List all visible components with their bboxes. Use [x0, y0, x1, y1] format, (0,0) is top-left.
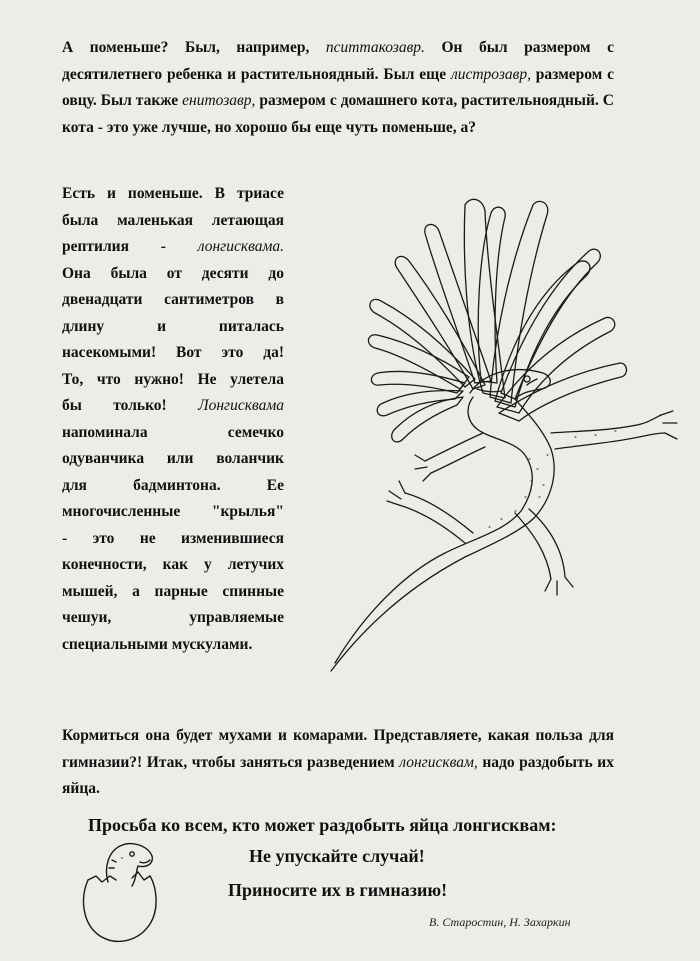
term-enitosaurus: енитозавр, — [182, 92, 256, 109]
intro-paragraph — [62, 35, 614, 141]
column-line: напоминала семечко — [62, 423, 284, 441]
term-longisquamas: лонгисквам, — [399, 753, 478, 771]
longisquama-description-column — [62, 181, 284, 658]
column-line: мышей, а парные спинные — [62, 582, 284, 600]
column-line: конечности, как у летучих — [62, 556, 284, 573]
column-line: - это не изменившиеся — [62, 529, 284, 547]
column-line: То, что нужно! Не улетела — [62, 370, 284, 388]
text-run: Кормиться она будет мухами и комарами. Представляете, какая польза для гимназии?! Итак, чтобы заняться разведением — [62, 727, 614, 771]
text-run: надо раздобыть их яйца. — [62, 753, 614, 797]
term-psittacosaurus: пситтакозавр. — [325, 39, 425, 56]
column-line: одуванчика или воланчик — [62, 450, 284, 467]
column-line: многочисленные "крылья" — [62, 503, 284, 520]
term-longisquama: Лонгисквама — [198, 397, 284, 414]
term-lystrosaurus: листрозавр, — [450, 65, 531, 83]
closing-paragraph — [62, 723, 614, 803]
column-line: чешуи, управляемые — [62, 609, 284, 626]
longisquama-illustration — [315, 193, 680, 678]
column-line: двенадцати сантиметров в — [62, 291, 284, 308]
hatching-egg-illustration — [80, 838, 160, 944]
column-line: бы только! Лонгисквама — [62, 397, 284, 414]
column-line: специальными мускулами. — [62, 635, 253, 653]
text-run: размером с домашнего кота, растительноядный. С кота - это уже лучше, но хорошо бы еще чуть поменьше, а? — [62, 92, 614, 136]
appeal-line-dont-miss: Не упускайте случай! — [249, 846, 425, 866]
text-run: А поменьше? Был, например, — [62, 39, 326, 56]
column-line: насекомыми! Вот это да! — [62, 344, 284, 361]
authors-signature: В. Старостин, Н. Захаркин — [429, 915, 571, 929]
column-line: Есть и поменьше. В триасе — [62, 185, 284, 202]
column-line: была маленькая летающая — [62, 211, 284, 229]
appeal-line-bring-to-gymnasium: Приносите их в гимназию! — [228, 880, 448, 900]
column-line: Она была от десяти до — [62, 264, 284, 282]
dorsal-plumes — [368, 199, 626, 442]
column-line: рептилия - лонгисквама. — [62, 238, 284, 255]
text-run: размером с овцу. Был также — [62, 65, 614, 109]
column-line: длину и питалась — [62, 317, 284, 335]
term-longisquama: лонгисквама. — [197, 238, 284, 255]
text-run: Он был размером с десятилетнего ребенка и растительноядный. Был еще — [62, 39, 614, 83]
column-line: для бадминтона. Ее — [62, 476, 284, 494]
appeal-heading: Просьба ко всем, кто может раздобыть яйца лонгисквам: — [88, 815, 557, 835]
